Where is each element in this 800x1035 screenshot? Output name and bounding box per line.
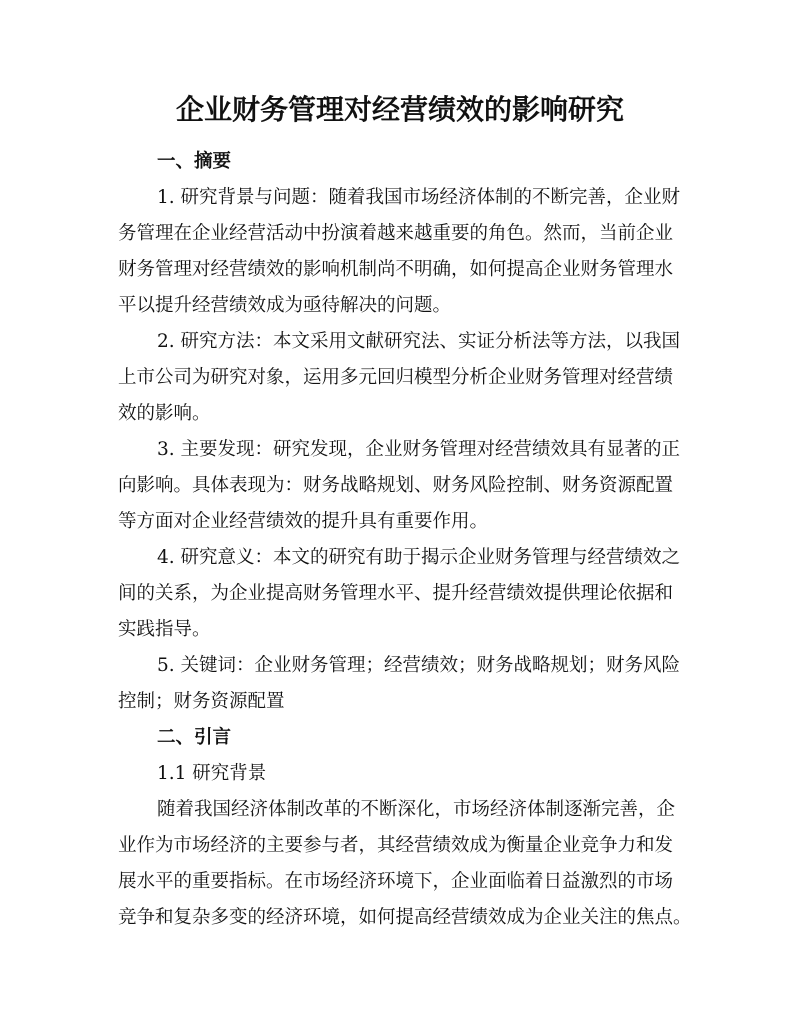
abstract-item-3-line-3: 等方面对企业经营绩效的提升具有重要作用。 <box>118 511 489 532</box>
abstract-item-1-line-2: 务管理在企业经营活动中扮演着越来越重要的角色。然而，当前企业 <box>118 223 674 244</box>
abstract-item-3-line-2: 向影响。具体表现为：财务战略规划、财务风险控制、财务资源配置 <box>118 475 674 496</box>
section-heading-abstract: 一、摘要 <box>157 151 232 172</box>
abstract-item-2-line-3: 效的影响。 <box>118 403 211 424</box>
intro-paragraph-line-1: 随着我国经济体制改革的不断深化，市场经济体制逐渐完善，企 <box>157 799 676 820</box>
abstract-item-2-line-2: 上市公司为研究对象，运用多元回归模型分析企业财务管理对经营绩 <box>118 367 674 388</box>
document-title: 企业财务管理对经营绩效的影响研究 <box>175 93 624 126</box>
section-heading-intro: 二、引言 <box>157 727 232 748</box>
abstract-item-5-line-2: 控制；财务资源配置 <box>118 691 285 712</box>
subsection-title: 1.1 研究背景 <box>157 763 267 784</box>
abstract-item-1-line-4: 平以提升经营绩效成为亟待解决的问题。 <box>118 295 452 316</box>
intro-paragraph-line-2: 业作为市场经济的主要参与者，其经营绩效成为衡量企业竞争力和发 <box>118 835 674 856</box>
abstract-item-4-line-2: 间的关系，为企业提高财务管理水平、提升经营绩效提供理论依据和 <box>118 583 674 604</box>
intro-paragraph-line-3: 展水平的重要指标。在市场经济环境下，企业面临着日益激烈的市场 <box>118 871 674 892</box>
intro-paragraph-line-4: 竞争和复杂多变的经济环境，如何提高经营绩效成为企业关注的焦点。 <box>118 907 692 928</box>
abstract-item-3-line-1: 3. 主要发现：研究发现，企业财务管理对经营绩效具有显著的正 <box>157 439 681 460</box>
abstract-item-1-line-3: 财务管理对经营绩效的影响机制尚不明确，如何提高企业财务管理水 <box>118 259 674 280</box>
abstract-item-2-line-1: 2. 研究方法：本文采用文献研究法、实证分析法等方法，以我国 <box>157 331 681 352</box>
abstract-item-5-line-1: 5. 关键词：企业财务管理；经营绩效；财务战略规划；财务风险 <box>157 655 681 676</box>
abstract-item-4-line-3: 实践指导。 <box>118 619 211 640</box>
abstract-item-1-line-1: 1. 研究背景与问题：随着我国市场经济体制的不断完善，企业财 <box>157 187 681 208</box>
abstract-item-4-line-1: 4. 研究意义：本文的研究有助于揭示企业财务管理与经营绩效之 <box>157 547 681 568</box>
